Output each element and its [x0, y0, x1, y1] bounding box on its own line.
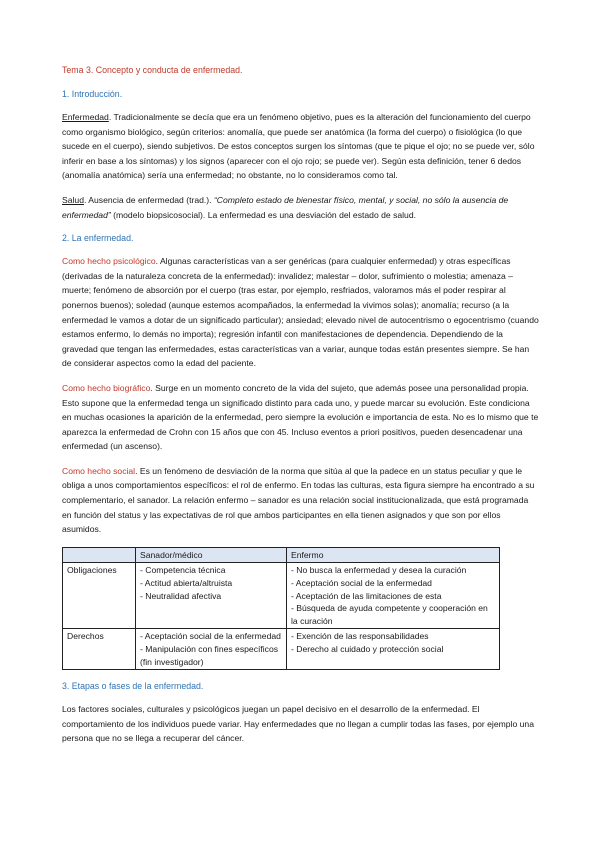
- list-item: - Exención de las responsabilidades: [291, 631, 429, 642]
- etapas-paragraph: Los factores sociales, culturales y psicológicos juegan un papel decisivo en el desarrollo de la enfermedad. El comportamiento de los individuos puede variar. Hay enfermedades que no llegan a cumplir todas las fases, por ejemplo una persona que no se llega a recuperar del cáncer.: [62, 704, 534, 744]
- social-text: . Es un fenómeno de desviación de la norma que sitúa al que la padece en un status peculiar y que le obliga a unos comportamientos específicos: el rol de enfermo. En todas las culturas, esta figura siempre ha encontrado a su complementario, el sanador. La relación enfermo – sanador es una relación social institucionalizada, que está programada en función del status y las expectativas de rol que ambos participantes en ella tienen asignados y que son por ellos asumidos.: [62, 465, 535, 535]
- enfermedad-text: . Tradicionalmente se decía que era un fenómeno objetivo, pues es la alteración del funcionamiento del cuerpo como organismo biológico, según criterios: anomalía, que puede ser anatómica (la forma del cuerpo) o fisiológica (lo que sucede en el cuerpo), siendo subjetivos. De estos conceptos surgen los síntomas (que te pique el ojo; no se puede ver, sólo inferir en base a los síntomas) y los signos (aparecer con el ojo rojo; se puede ver). Según esta definición, tener 6 dedos (anomalía anatómica) sería una enfermedad; no obstante, no lo consideramos como tal.: [62, 112, 535, 181]
- document-page: [62, 64, 540, 756]
- table-row-label: Derechos: [63, 629, 136, 670]
- psicologico-text: . Algunas características van a ser genéricas (para cualquier enfermedad) y otras específicas (derivadas de la naturaleza concreta de la enfermedad): invalidez; malestar – dolor, sufrimiento o molestia; amenaza – muerte; fenómeno de absorción por el cuerpo (tras estar, por ejemplo, resfriados, valoramos más el poder respirar al ponernos buenos); soledad (aunque estemos acompañados, la enfermedad la vivimos solas); anomalía; recurso (a la enfermedad le vamos a dotar de un significado particular); ansiedad; elevado nivel de autocentrismo o egocentrismo (cuando estamos enfermo, lo demás no importa); regresión infantil con manifestaciones de dependencia. Dependiendo de la gravedad que tengan las enfermedades, estas características van a variar, aunque todas están presentes siempre. Se han de considerar aspectos como la edad del paciente.: [62, 256, 539, 369]
- table-cell: [287, 563, 500, 629]
- list-item: - Aceptación de las limitaciones de esta: [291, 590, 442, 601]
- biografico-label: Como hecho biográfico: [62, 382, 151, 393]
- list-item: - Derecho al cuidado y protección social: [291, 644, 444, 654]
- enfermedad-paragraph: [62, 110, 540, 183]
- list-item: - Aceptación social de la enfermedad: [291, 578, 432, 589]
- biografico-text: . Surge en un momento concreto de la vida del sujeto, que además posee una personalidad propia. Esto supone que la enfermedad tenga un significado distinto para cada uno, y puede marcar su evolución. Este condiciona en muchas ocasiones la aparición de la enfermedad, pero siempre la evolución e importancia de esta. No es lo mismo que te aparezca la enfermedad de Crohn con 15 años que con 45. Incluso eventos a priori positivos, pueden desencadenar una enfermedad (un ascenso).: [62, 382, 539, 452]
- table-header-row: [63, 547, 500, 563]
- list-item: - No busca la enfermedad y desea la curación: [291, 565, 467, 576]
- table-header-cell: Sanador/médico: [136, 547, 287, 563]
- psicologico-paragraph: [62, 254, 540, 371]
- salud-term: Salud: [62, 194, 84, 205]
- list-item: - Manipulación con fines específicos (fin investigador): [140, 644, 279, 667]
- table-cell: [136, 563, 287, 629]
- table-row: [63, 629, 500, 670]
- psicologico-label: Como hecho psicológico: [62, 256, 156, 267]
- table-cell: [136, 629, 287, 670]
- table-cell: [287, 629, 500, 670]
- table-row-label: Obligaciones: [63, 563, 136, 629]
- list-item: - Aceptación social de la enfermedad: [140, 631, 281, 642]
- biografico-paragraph: [62, 381, 540, 454]
- social-label: Como hecho social: [62, 465, 136, 476]
- list-item: - Neutralidad afectiva: [140, 590, 222, 601]
- table-row: [63, 563, 500, 629]
- table-header-cell: Enfermo: [287, 547, 500, 563]
- section-3-heading: 3. Etapas o fases de la enfermedad.: [62, 681, 204, 692]
- roles-table: [62, 547, 500, 670]
- table-header-cell: [63, 547, 136, 563]
- salud-text-a: . Ausencia de enfermedad (trad.).: [83, 194, 214, 205]
- section-2-heading: 2. La enfermedad.: [62, 233, 134, 244]
- list-item: - Búsqueda de ayuda competente y cooperación en la curación: [291, 603, 488, 626]
- list-item: - Actitud abierta/altruista: [140, 578, 233, 589]
- salud-paragraph: [62, 193, 540, 222]
- salud-text-b: (modelo biopsicosocial). La enfermedad es una desviación del estado de salud.: [110, 209, 417, 220]
- enfermedad-term: Enfermedad: [62, 112, 109, 122]
- salud-quote: “Completo estado de bienestar físico, mental, y social, no sólo la ausencia de enfermedad”: [62, 194, 509, 220]
- section-1-heading: 1. Introducción.: [62, 89, 123, 99]
- document-title: Tema 3. Concepto y conducta de enfermedad.: [62, 65, 243, 75]
- list-item: - Competencia técnica: [140, 565, 226, 576]
- social-paragraph: [62, 464, 540, 537]
